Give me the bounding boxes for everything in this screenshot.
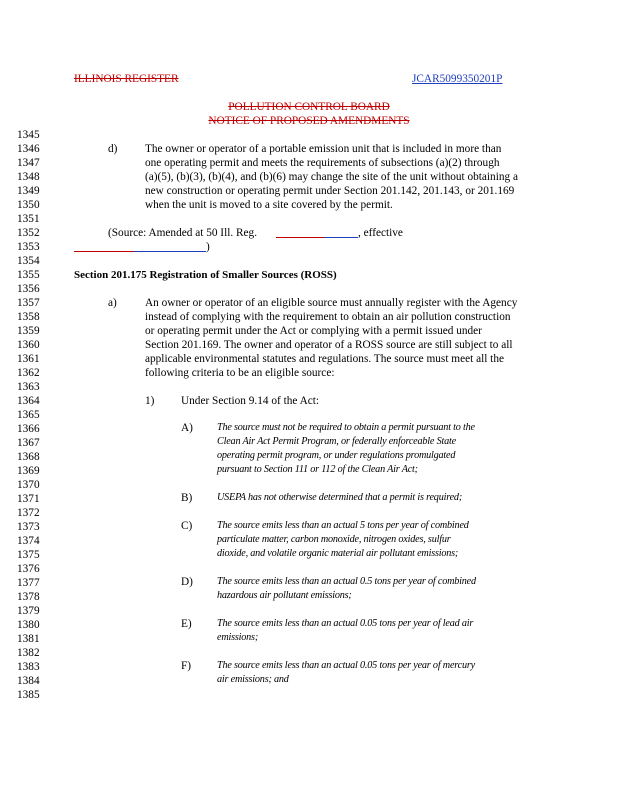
- source-blank-blue: [324, 237, 358, 238]
- sub-item-label: D): [181, 576, 193, 588]
- line-number: 1360: [17, 339, 40, 351]
- para-a-line: or operating permit under the Act or complying with a permit issued under: [145, 325, 482, 337]
- line-number: 1363: [17, 381, 40, 393]
- para-a-line: An owner or operator of an eligible source must annually register with the Agency: [145, 297, 518, 309]
- sub-item-label: C): [181, 520, 193, 532]
- sub-item-line: The source emits less than an actual 0.5 tons per year of combined: [217, 576, 476, 587]
- sub-item-line: air emissions; and: [217, 674, 289, 685]
- line-number: 1383: [17, 661, 40, 673]
- line-number: 1358: [17, 311, 40, 323]
- line-number: 1378: [17, 591, 40, 603]
- para-a-label: a): [108, 297, 117, 309]
- line-number: 1367: [17, 437, 40, 449]
- line-number: 1370: [17, 479, 40, 491]
- sub-item-line: Clean Air Act Permit Program, or federally enforceable State: [217, 436, 456, 447]
- line-number: 1364: [17, 395, 40, 407]
- sub-item-line: USEPA has not otherwise determined that a permit is required;: [217, 492, 463, 503]
- item-1-text: Under Section 9.14 of the Act:: [181, 395, 320, 407]
- para-d-line: (a)(5), (b)(3), (b)(4), and (b)(6) may change the site of the unit without obtaining a: [145, 171, 518, 183]
- line-number: 1384: [17, 675, 40, 687]
- effective-blank-blue: [134, 251, 206, 252]
- board-title: POLLUTION CONTROL BOARD: [228, 101, 390, 113]
- sub-item-label: F): [181, 660, 192, 672]
- para-a-line: instead of complying with the requirement to obtain an air pollution construction: [145, 311, 511, 323]
- line-number: 1347: [17, 157, 40, 169]
- sub-item-label: A): [181, 422, 193, 434]
- register-title: ILLINOIS REGISTER: [74, 73, 179, 85]
- source-close: ): [206, 241, 210, 253]
- effective-blank-red: [74, 251, 134, 252]
- sub-item-line: The source emits less than an actual 5 tons per year of combined: [217, 520, 469, 531]
- line-number: 1368: [17, 451, 40, 463]
- line-number: 1348: [17, 171, 40, 183]
- line-number: 1356: [17, 283, 40, 295]
- sub-item-line: The source emits less than an actual 0.05 tons per year of lead air: [217, 618, 474, 629]
- line-number: 1359: [17, 325, 40, 337]
- line-number: 1351: [17, 213, 40, 225]
- sub-item-line: dioxide, and volatile organic material air pollutant emissions;: [217, 548, 459, 559]
- sub-item-line: emissions;: [217, 632, 259, 643]
- sub-item-line: hazardous air pollutant emissions;: [217, 590, 352, 601]
- line-number: 1345: [17, 129, 40, 141]
- line-number: 1349: [17, 185, 40, 197]
- para-a-line: following criteria to be an eligible source:: [145, 367, 335, 379]
- line-number: 1379: [17, 605, 40, 617]
- sub-item-line: pursuant to Section 111 or 112 of the Clean Air Act;: [217, 464, 418, 475]
- line-number: 1354: [17, 255, 40, 267]
- line-number: 1365: [17, 409, 40, 421]
- para-a-line: applicable environmental statutes and regulations. The source must meet all the: [145, 353, 504, 365]
- source-text: (Source: Amended at 50 Ill. Reg.: [108, 227, 258, 239]
- line-number: 1373: [17, 521, 40, 533]
- line-number: 1355: [17, 269, 40, 281]
- jcar-code: JCAR5099350201P: [412, 73, 503, 85]
- line-number: 1382: [17, 647, 40, 659]
- notice-title: NOTICE OF PROPOSED AMENDMENTS: [208, 115, 410, 127]
- line-number: 1357: [17, 297, 40, 309]
- line-number: 1372: [17, 507, 40, 519]
- line-number: 1375: [17, 549, 40, 561]
- sub-item-line: The source must not be required to obtain a permit pursuant to the: [217, 422, 475, 433]
- line-number: 1346: [17, 143, 40, 155]
- source-blank-red: [276, 237, 324, 238]
- para-d-line: new construction or operating permit under Section 201.142, 201.143, or 201.169: [145, 185, 515, 197]
- line-number: 1366: [17, 423, 40, 435]
- sub-item-line: The source emits less than an actual 0.05 tons per year of mercury: [217, 660, 475, 671]
- sub-item-line: particulate matter, carbon monoxide, nitrogen oxides, sulfur: [217, 534, 451, 545]
- sub-item-line: operating permit program, or under regulations promulgated: [217, 450, 456, 461]
- para-d-label: d): [108, 143, 118, 155]
- line-number: 1376: [17, 563, 40, 575]
- line-number: 1377: [17, 577, 40, 589]
- source-effective: , effective: [358, 227, 403, 239]
- line-number: 1371: [17, 493, 40, 505]
- para-d-line: when the unit is moved to a site covered by the permit.: [145, 199, 393, 211]
- line-number: 1352: [17, 227, 40, 239]
- line-number: 1381: [17, 633, 40, 645]
- line-number: 1362: [17, 367, 40, 379]
- line-number: 1350: [17, 199, 40, 211]
- item-1-label: 1): [145, 395, 155, 407]
- para-d-line: The owner or operator of a portable emission unit that is included in more than: [145, 143, 502, 155]
- sub-item-label: E): [181, 618, 192, 630]
- para-d-line: one operating permit and meets the requirements of subsections (a)(2) through: [145, 157, 500, 169]
- line-number: 1380: [17, 619, 40, 631]
- line-number: 1353: [17, 241, 40, 253]
- section-heading: Section 201.175 Registration of Smaller Sources (ROSS): [74, 269, 337, 281]
- para-a-line: Section 201.169. The owner and operator of a ROSS source are still subject to all: [145, 339, 513, 351]
- line-number: 1369: [17, 465, 40, 477]
- line-number: 1385: [17, 689, 40, 701]
- line-number: 1374: [17, 535, 40, 547]
- sub-item-label: B): [181, 492, 193, 504]
- line-number: 1361: [17, 353, 40, 365]
